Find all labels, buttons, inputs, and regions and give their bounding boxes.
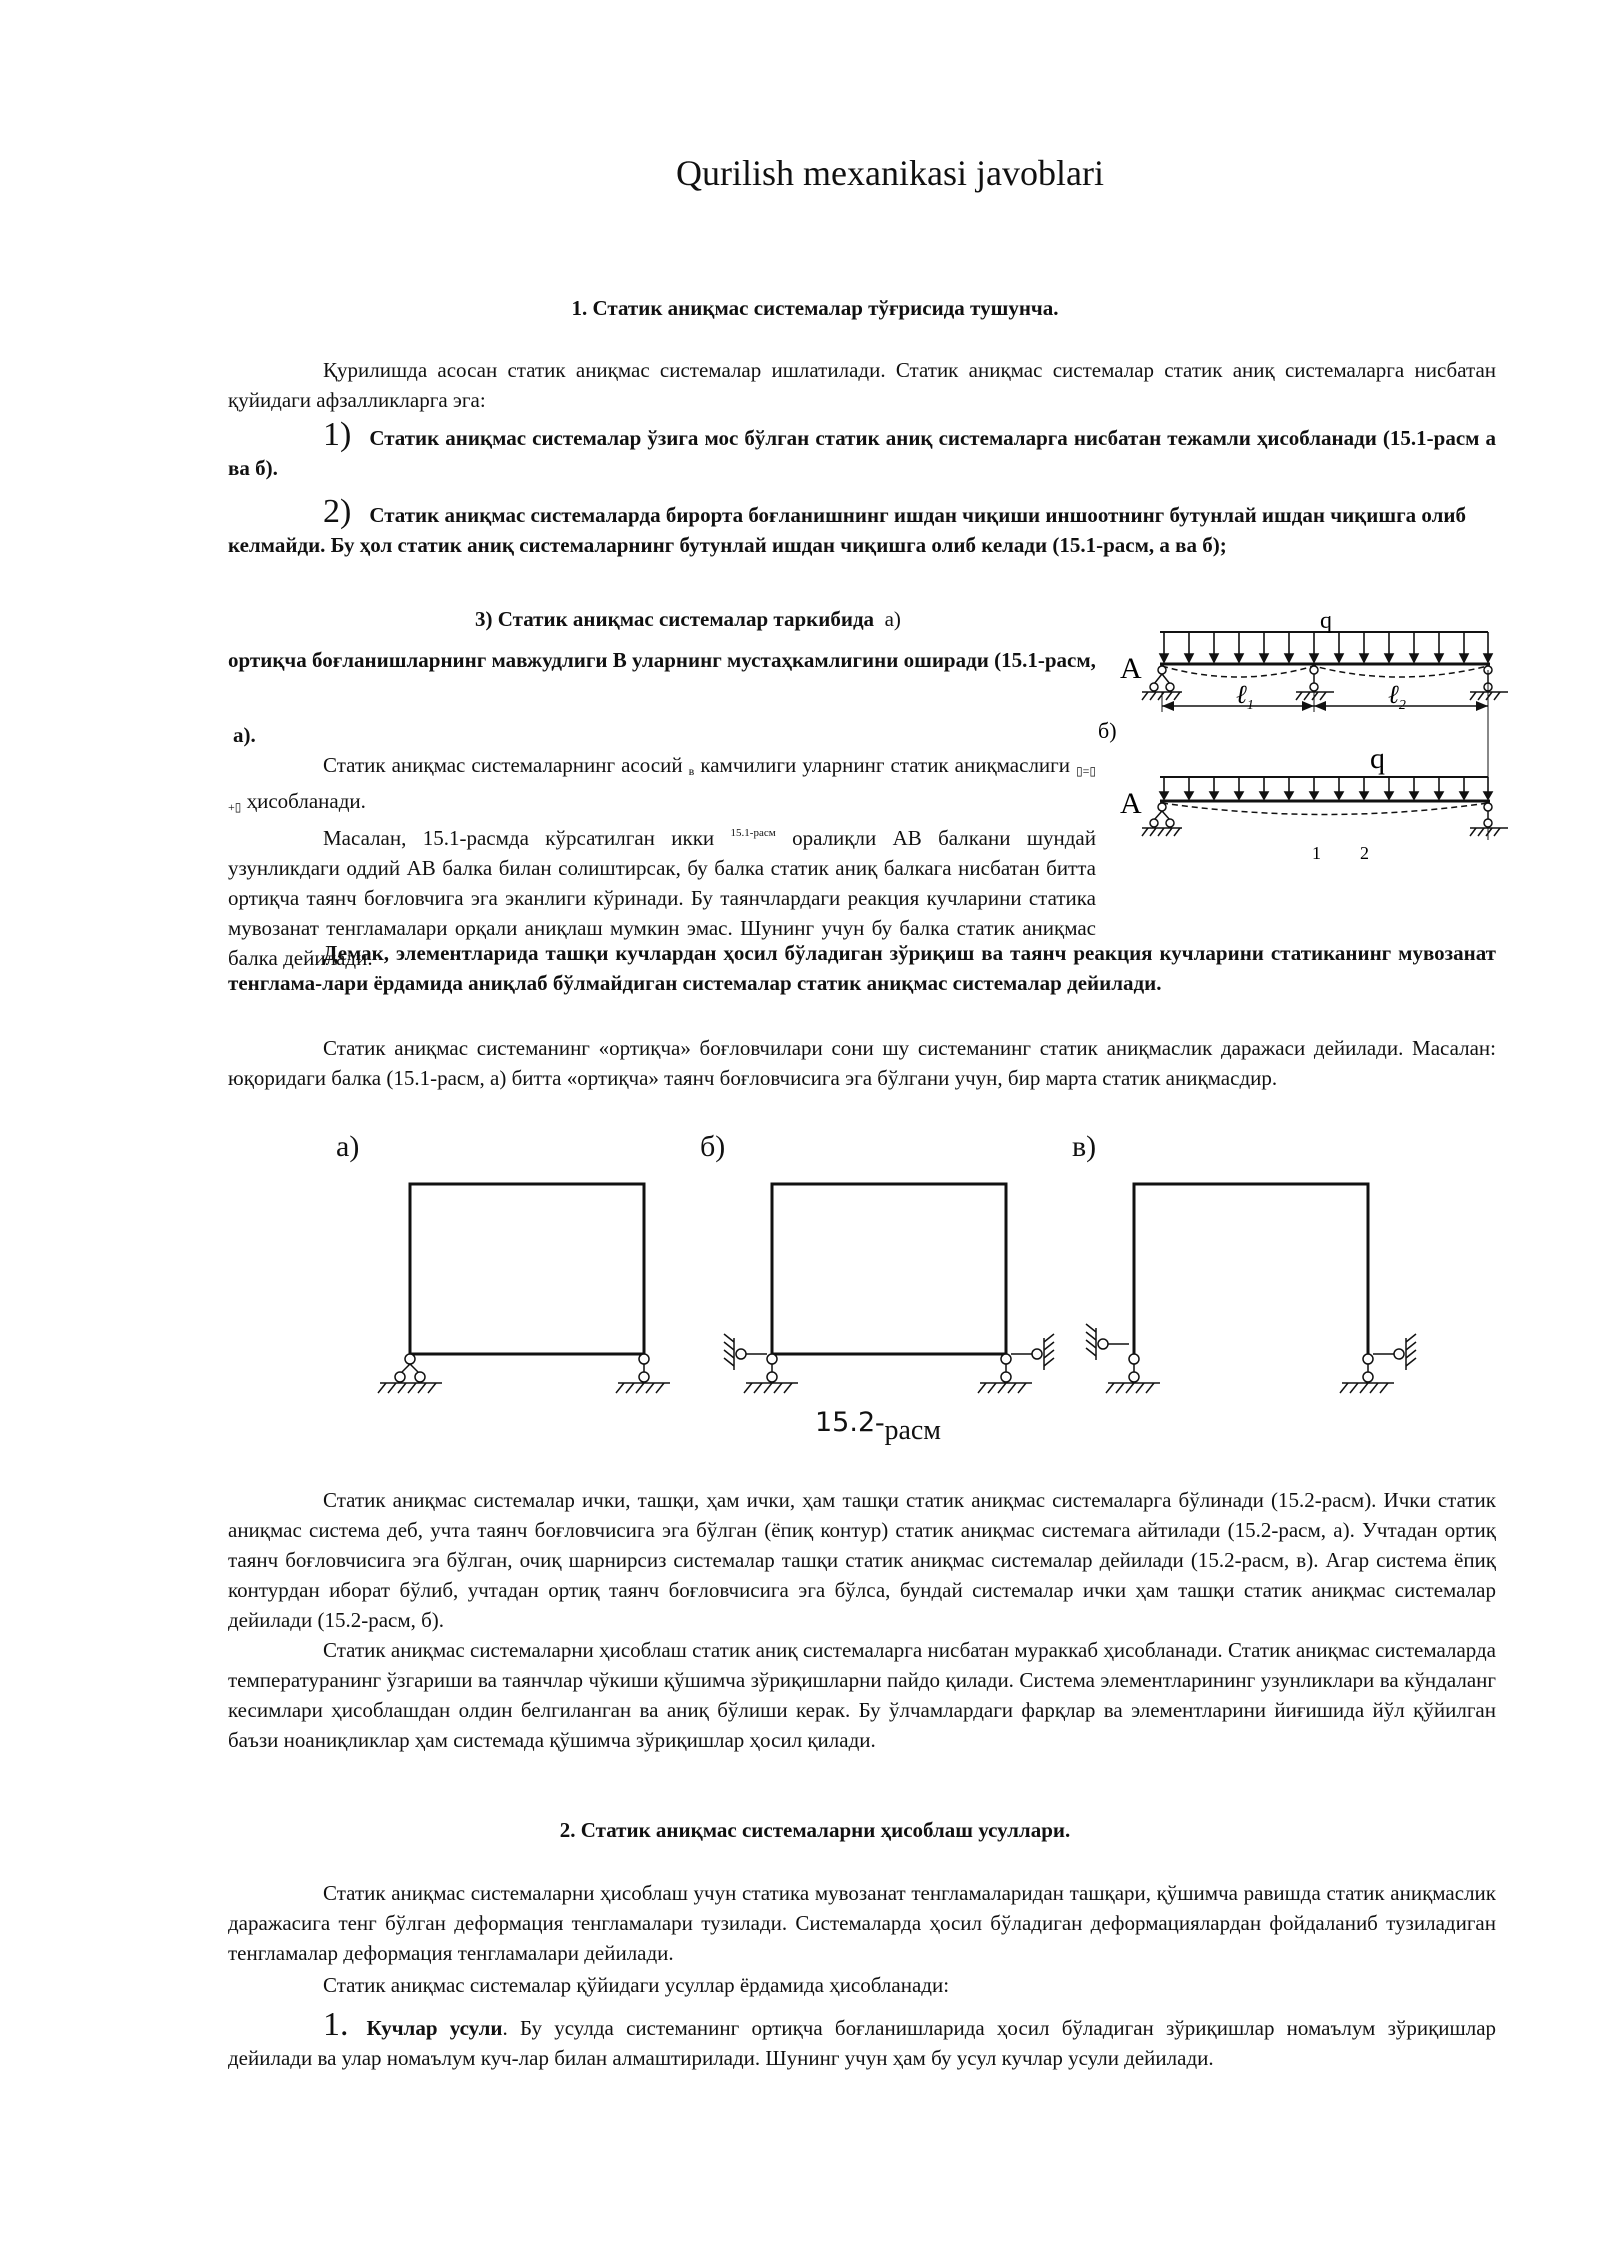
document-title: Qurilish mexanikasi javoblari [676, 153, 1104, 193]
list-item-1-text: Статик аниқмас системалар ўзига мос бўлган статик аниқ системаларга нисбатан тежамли ҳисобланади (15.1-расм а ва б). [228, 426, 1496, 480]
shortcoming-text-3: ҳисобланади. [246, 789, 366, 813]
fig2-caption-number: 15.2 [815, 1407, 876, 1438]
methods-lead: Статик аниқмас системалар қўйидаги усуллар ёрдамида ҳисобланади: [323, 1973, 950, 1997]
section2-intro: Статик аниқмас системаларни ҳисоблаш учун статика мувозанат тенгламаларидан ташқари, қўшимча равишда статик аниқмаслик даражасига тенг бўлган деформация тенгламалари тузилади. Системаларда ҳосил бўладиган деформациялардан фойдаланиб тузиладиган тенгламалар деформация тенгламалари дейилади. [228, 1881, 1496, 1965]
complexity-paragraph: Статик аниқмас системаларни ҳисоблаш статик аниқ системаларга нисбатан мураккаб ҳисобланади. Статик аниқмас системаларда температуранинг ўзгариши ва таянчлар чўкиши қўшимча зўриқишларни пайдо қилади. Система элементларининг узунликлари ва кўндаланг кесимлари ҳисоблашдан олдин белгиланган ва аниқ бўлиши керак. Бу ўлчамлардаги фарқлар ва элементларини йиғишида йўл қўйилган баъзи ноаниқликлар ҳам системада қўшимча зўриқишлар ҳосил қилади. [228, 1638, 1496, 1752]
method-1-number: 1. [323, 2006, 349, 2043]
fig1-top-load-label: q [1320, 608, 1332, 634]
fig1-bottom-label-a: A [1120, 787, 1142, 820]
list-item-1-number: 1) [323, 416, 352, 453]
method-1-title: Кучлар усули [366, 2016, 503, 2040]
fig1-span-l1-label: ℓ$_1$ [1236, 680, 1254, 713]
fig2-caption-dash: - [875, 1407, 885, 1438]
list-item-3-text: 3) Статик аниқмас системалар таркибида [475, 607, 875, 631]
list-item-1 [228, 416, 1496, 483]
degree-paragraph: Статик аниқмас системанинг «ортиқча» боғловчилари сони шу системанинг статик аниқмаслик даражаси дейилади. Масалан: юқоридаги балка (15.1-расм, а) битта «ортиқча» таянч боғловчисига эга бўлгани учун, бир марта статик аниқмасдир. [228, 1036, 1496, 1090]
figure-15-2 [360, 1180, 1440, 1400]
section2-heading: 2. Статик аниқмас системаларни ҳисоблаш усуллари. [559, 1818, 1071, 1842]
section1-heading: 1. Статик аниқмас системалар тўғрисида тушунча. [571, 296, 1059, 320]
list-item-3-end: а). [233, 723, 256, 747]
classification-paragraph: Статик аниқмас системалар ички, ташқи, ҳам ички, ҳам ташқи статик аниқмас системаларга бўлинади (15.2-расм). Ички статик аниқмас система деб, учта таянч боғловчисига эга бўлган (ёпиқ контур) статик аниқмас системага айтилади (15.2-расм, а). Учтадан ортиқ таянч боғловчисига эга бўлган, очиқ шарнирсиз системалар ташқи статик аниқмас системалар дейилади (15.2-расм, в). Агар система ёпиқ контурдан иборат бўлиб, учтадан ортиқ таянч боғловчисига эга бўлса, бундай системалар ички ҳам ташқи статик аниқмас системалар дейилади (15.2-расм, б). [228, 1488, 1496, 1632]
fig2-label-b: б) [700, 1130, 726, 1163]
fig1-label-b: б) [1098, 718, 1117, 743]
shortcoming-text-2: камчилиги уларнинг статик аниқмаслиги [700, 753, 1071, 777]
fig1-number-1: 1 [1312, 843, 1321, 860]
shortcoming-small-letter: в [688, 764, 695, 778]
list-item-2-number: 2) [323, 493, 352, 530]
example-superscript: 15.1-расм [730, 827, 776, 839]
fig2-label-a: а) [336, 1130, 360, 1163]
list-item-3-continuation: ортиқча боғланишларнинг мавжудлиги В уларнинг мустаҳкамлигини оширади (15.1-расм, [228, 648, 1096, 672]
definition-paragraph: Демак, элементларида ташқи кучлардан ҳосил бўладиган зўриқиш ва таянч реакция кучларини статиканинг мувозанат тенглама-лари ёрдамида аниқлаб бўлмайдиган системалар статик аниқмас системалар дейилади. [228, 941, 1496, 995]
fig1-top-label-a: A [1120, 652, 1142, 685]
fig1-number-2: 2 [1360, 843, 1369, 860]
shortcoming-formula: ▯=▯ +▯ [228, 764, 1097, 814]
fig2-caption-word: расм [884, 1415, 942, 1446]
fig2-label-v: в) [1072, 1130, 1097, 1163]
shortcoming-paragraph [228, 750, 1096, 822]
shortcoming-text-1: Статик аниқмас системаларнинг асосий [323, 753, 683, 777]
list-item-3 [475, 604, 901, 634]
fig2-caption [815, 1407, 942, 1446]
list-item-2 [228, 493, 1496, 560]
list-item-3-label-a: а) [884, 607, 901, 631]
section1-intro: Қурилишда асосан статик аниқмас системалар ишлатилади. Статик аниқмас системалар статик аниқ системаларга нисбатан қуйидаги афзалликларга эга: [228, 358, 1496, 412]
method-1-text: . Бу усулда системанинг ортиқча боғланишларида ҳосил бўладиган зўриқишлар номаълум зўриқишлар дейилади ва улар номаълум куч-лар билан алмаштирилади. Шунинг учун ҳам бу усул кучлар усули дейилади. [228, 2016, 1497, 2070]
fig1-bottom-load-label: q [1370, 742, 1385, 775]
fig1-span-l2-label: ℓ$_2$ [1388, 680, 1406, 713]
figure-15-1 [1098, 600, 1528, 860]
example-text-1: Масалан, 15.1-расмда кўрсатилган икки [323, 826, 715, 850]
list-item-2-text: Статик аниқмас системаларда бирорта боғланишнинг ишдан чиқиши иншоотнинг бутунлай ишдан чиқишга олиб келмайди. Бу ҳол статик аниқ системаларнинг бутунлай ишдан чиқишга олиб келади (15.1-расм, а ва б); [228, 503, 1466, 557]
example-text-2: оралиқли АВ балкани шундай узунликдаги оддий АВ балка билан солиштирсак, бу балка статик аниқ балкага нисбатан битта ортиқча таянч боғловчига эга эканлиги кўринади. Бу таянчлардаги реакция кучларини статика мувозанат тенгламалари орқали аниқлаш мумкин эмас. Шунинг учун бу балка статик аниқмас балка дейилади. [228, 826, 1096, 970]
method-1 [228, 2006, 1497, 2073]
